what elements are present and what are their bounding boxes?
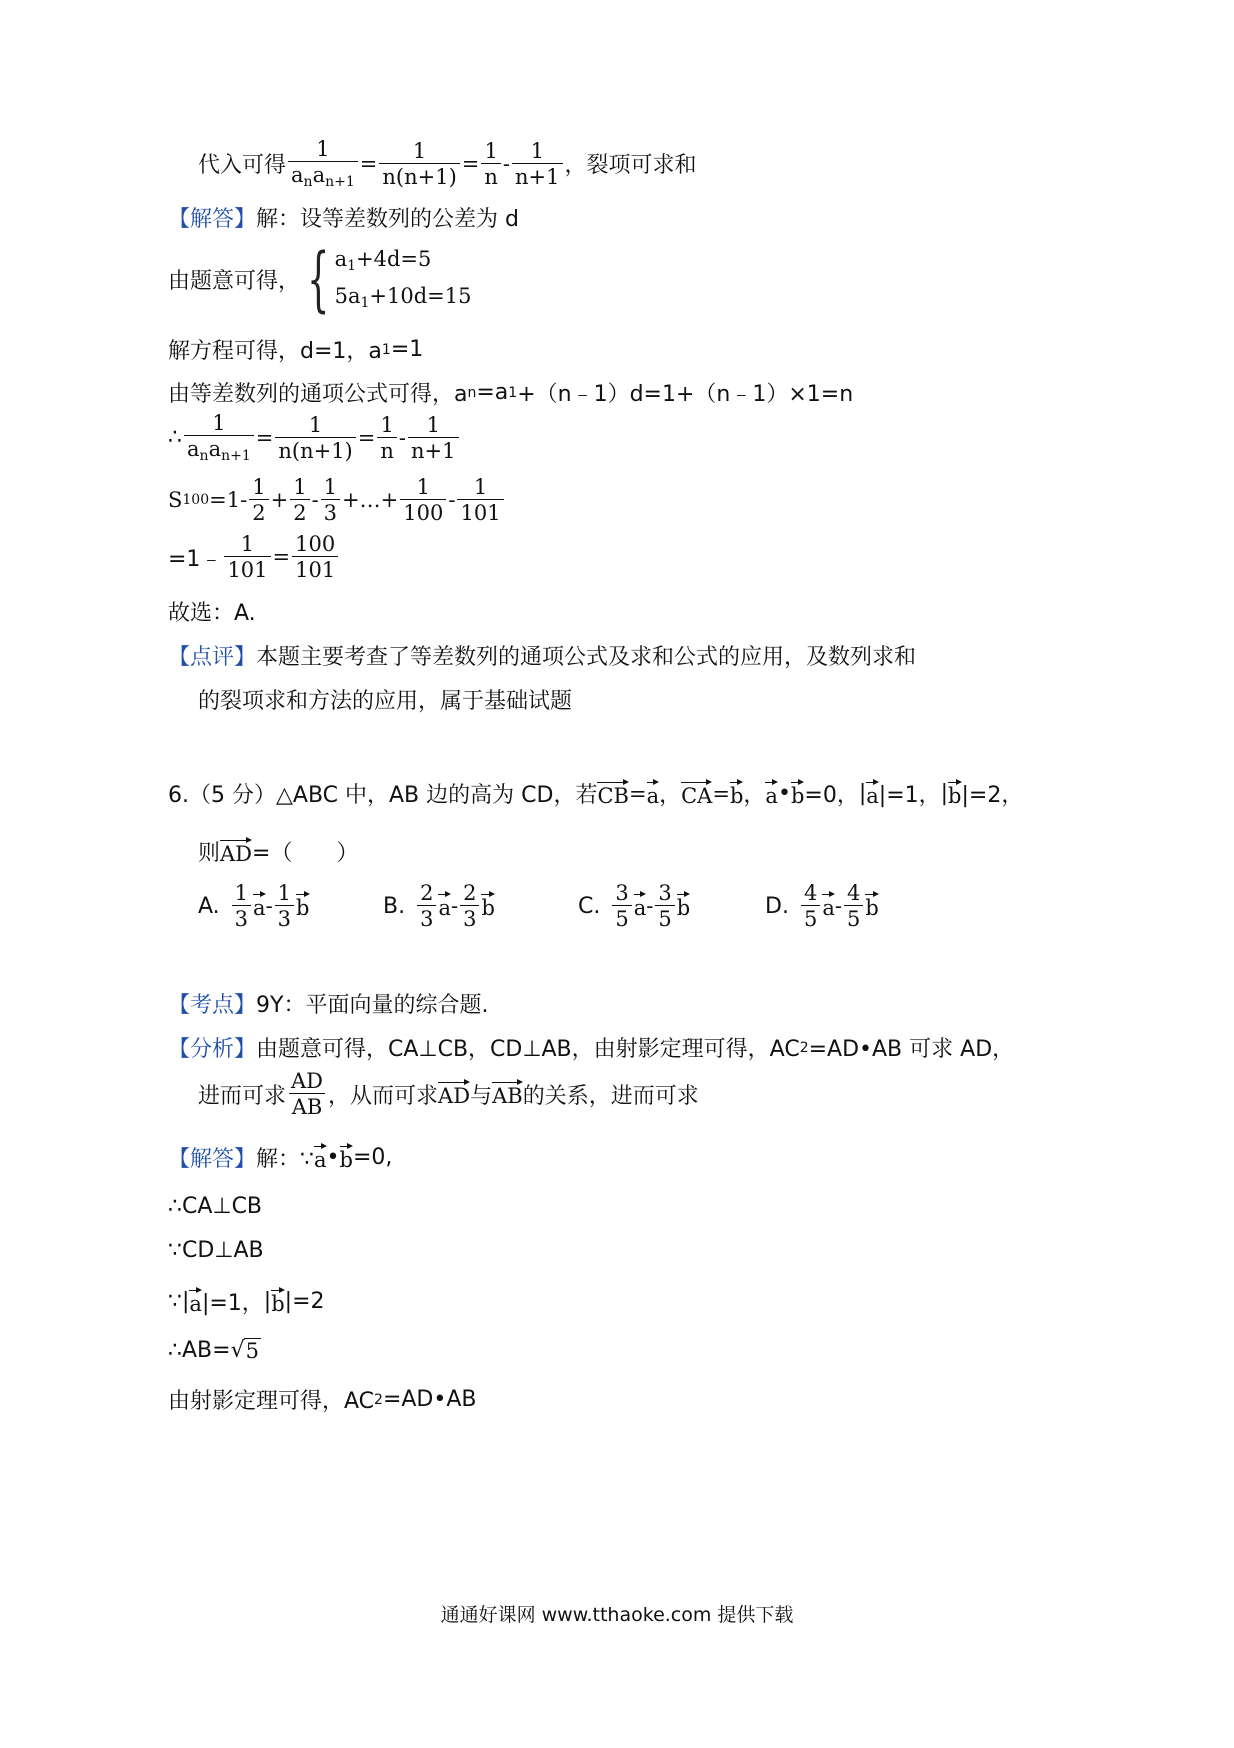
solve-line: 解方程可得，d=1，a 1 =1 bbox=[168, 337, 424, 364]
equation-2: $5a_1+10d=15$ bbox=[334, 284, 472, 311]
option-b[interactable]: B. $\frac{2}{3}$ a - $\frac{2}{3}$ b bbox=[383, 881, 495, 932]
kaodian-line: 【考点】 9Y：平面向量的综合题. bbox=[168, 988, 488, 1019]
fenxi-line-1: 【分析】 由题意可得，CA⊥CB，CD⊥AB，由射影定理可得，AC 2 =AD•AB 可求 AD， bbox=[168, 1032, 1014, 1063]
intro-formula: $\frac{1}{a_na_{n+1}}$ = $\frac{1}{n(n+1)}$ = $\frac{1}{n}$ - $\frac{1}{n+1}$ bbox=[286, 138, 565, 190]
equation-system-line bbox=[168, 238, 472, 320]
solution-tag: 【解答】 bbox=[168, 207, 257, 232]
frac-1-over-n: $\frac{1}{n}$ bbox=[481, 140, 501, 188]
frac-1-over-anan1: $\frac{1}{a_na_{n+1}}$ bbox=[288, 138, 358, 190]
comment-tag: 【点评】 bbox=[168, 645, 257, 670]
solution2-line-3: ∵ | a |=1， | b |=2 bbox=[168, 1289, 325, 1316]
equation-system bbox=[300, 238, 472, 320]
option-a[interactable]: A. $\frac{1}{3}$ a - $\frac{1}{3}$ b bbox=[198, 881, 310, 932]
choice-line: 故选：A. bbox=[168, 601, 256, 626]
vector-a: a bbox=[647, 780, 660, 808]
fenxi-line-2: 进而可求 $\frac{AD}{AB}$ ，从而可求 AD 与 AB 的关系，进而可求 bbox=[198, 1069, 699, 1120]
general-term-line: 由等差数列的通项公式可得，a n =a 1 +（n﹣1）d=1+（n﹣1）×1=n bbox=[168, 380, 854, 407]
solution2-line-1: ∴CA⊥CB bbox=[168, 1194, 263, 1219]
vector-ca: CA bbox=[681, 780, 712, 808]
footer-credit: 通通好课网 www.tthaoke.com 提供下载 bbox=[440, 1604, 794, 1626]
solution2-line-4: ∴AB= √ 5 bbox=[168, 1338, 259, 1363]
kaodian-tag: 【考点】 bbox=[168, 993, 257, 1018]
solution2-line-5: 由射影定理可得，AC 2 =AD•AB bbox=[168, 1387, 477, 1414]
solution2-tag: 【解答】 bbox=[168, 1147, 257, 1172]
frac-1-over-n-plus-1: $\frac{1}{n+1}$ bbox=[512, 140, 562, 188]
fenxi-tag: 【分析】 bbox=[168, 1037, 257, 1062]
comment-line-1: 【点评】 本题主要考查了等差数列的通项公式及求和公式的应用，及数列求和 bbox=[168, 640, 916, 671]
s100-sum-line: S 100 =1 - $\frac{1}{2}$ + $\frac{1}{2}$ - $\frac{1}{3}$ + … + $\frac{1}{100}$ - $\frac{1}{101}$ bbox=[168, 476, 506, 524]
intro-lead: 代入可得 bbox=[198, 153, 287, 179]
frac-1-over-n-n1: $\frac{1}{n(n+1)}$ bbox=[379, 140, 459, 188]
brace-icon: { bbox=[307, 238, 330, 320]
intro-tail: ，裂项可求和 bbox=[564, 153, 697, 179]
split-fraction-formula: $\frac{1}{a_na_{n+1}}$ = $\frac{1}{n(n+1)}$ = $\frac{1}{n}$ - $\frac{1}{n+1}$ bbox=[182, 412, 461, 464]
question6-line1: 6.（5 分）△ABC 中，AB 边的高为 CD，若 CB = a ， CA = b ， a • b =0， | a |=1， | b |=2， bbox=[168, 781, 1024, 808]
equation-1: $a_1+4d=5$ bbox=[334, 247, 432, 274]
vector-ad: AD bbox=[220, 838, 252, 866]
sqrt-icon: √ bbox=[230, 1338, 245, 1363]
solution1-header bbox=[168, 202, 519, 233]
vector-cb: CB bbox=[597, 780, 629, 808]
result-line: =1﹣ $\frac{1}{101}$ = $\frac{100}{101}$ bbox=[168, 533, 340, 581]
system-lead: 由题意可得， bbox=[168, 268, 301, 294]
solution2-header: 【解答】 解：∵ a • b =0, bbox=[168, 1142, 392, 1173]
vector-b: b bbox=[730, 780, 743, 808]
question6-line2: 则 AD =（ ） bbox=[198, 836, 358, 867]
option-d[interactable]: D. $\frac{4}{5}$ a - $\frac{4}{5}$ b bbox=[765, 881, 879, 932]
comment-line-2: 的裂项求和方法的应用，属于基础试题 bbox=[198, 689, 573, 714]
therefore-fraction-line: ∴ $\frac{1}{a_na_{n+1}}$ = $\frac{1}{n(n+1)}$ = $\frac{1}{n}$ - $\frac{1}{n+1}$ bbox=[168, 412, 461, 464]
intro-line bbox=[198, 138, 697, 190]
solution2-line-2: ∵CD⊥AB bbox=[168, 1238, 264, 1263]
solution1-text: 解：设等差数列的公差为 d bbox=[256, 207, 519, 232]
option-c[interactable]: C. $\frac{3}{5}$ a - $\frac{3}{5}$ b bbox=[578, 881, 691, 932]
